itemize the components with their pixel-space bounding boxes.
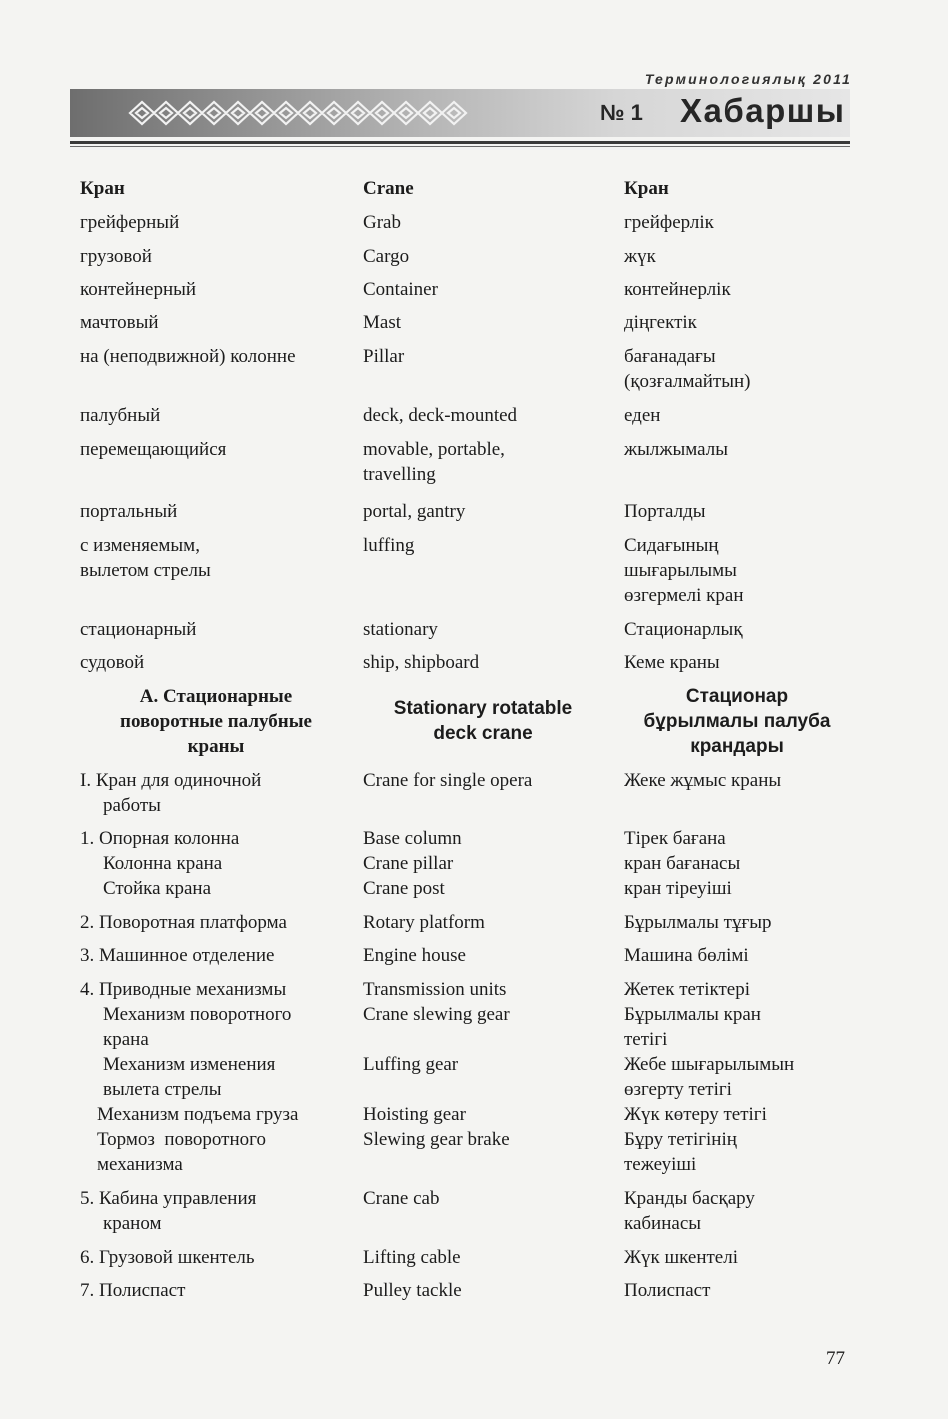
ru-term: Кран (80, 178, 125, 199)
ru-term: 1. Опорная колонна Колонна крана Стойка крана (80, 828, 240, 899)
en-term: Hoisting gear (363, 1104, 466, 1125)
kz-term: діңгектік (624, 312, 697, 333)
en-term: Pillar (363, 346, 405, 367)
ru-term: портальный (80, 501, 178, 522)
ru-section-heading: А. Стационарные поворотные палубные краны (120, 686, 312, 757)
issue-number: № 1 (600, 100, 643, 125)
ru-term: Механизм подъема груза (97, 1104, 299, 1125)
ru-term: Механизм изменения вылета стрелы (103, 1054, 276, 1100)
header-rule (70, 141, 850, 144)
ru-term: контейнерный (80, 279, 197, 300)
kz-section-heading: Стационар бұрылмалы палуба крандары (643, 686, 831, 757)
en-term: Slewing gear brake (363, 1129, 510, 1150)
kz-term: грейферлік (624, 212, 714, 233)
en-term: Rotary platform (363, 912, 485, 933)
kz-term: Тірек бағана кран бағанасы кран тіреуіші (624, 828, 741, 899)
kz-term: Порталды (624, 501, 706, 522)
kz-term: жүк (624, 246, 656, 267)
kz-term: Кран (624, 178, 669, 199)
ru-term: мачтовый (80, 312, 159, 333)
en-term: Base column Crane pillar Crane post (363, 828, 462, 899)
kz-term: Кеме краны (624, 652, 720, 673)
en-term: Transmission units (363, 979, 507, 1000)
kz-term: Сидағының шығарылымы өзгермелі кран (624, 535, 744, 606)
kz-term: Кранды басқару кабинасы (624, 1188, 755, 1234)
en-term: luffing (363, 535, 415, 556)
en-term: Crane for single opera (363, 770, 533, 791)
kz-term: Полиспаст (624, 1280, 711, 1301)
kz-term: Стационарлық (624, 619, 743, 640)
ru-term: грейферный (80, 212, 180, 233)
kz-term: Бұру тетігінің тежеуіші (624, 1129, 737, 1175)
ru-term: перемещающийся (80, 439, 227, 460)
ru-term: Тормоз поворотного механизма (97, 1129, 266, 1175)
journal-name: Терминологиялық 2011 (644, 71, 852, 87)
ornament-icon (128, 98, 468, 128)
en-term: ship, shipboard (363, 652, 480, 673)
kz-term: Жүк көтеру тетігі (624, 1104, 767, 1125)
ru-term: Механизм поворотного крана (103, 1004, 292, 1050)
kz-term: Жүк шкентелі (624, 1247, 738, 1268)
en-term: Crane cab (363, 1188, 440, 1209)
en-term: Mast (363, 312, 401, 333)
en-term: Engine house (363, 945, 466, 966)
ru-term: I. Кран для одиночной работы (80, 770, 262, 816)
kz-term: Жебе шығарылымын өзгерту тетігі (624, 1054, 795, 1100)
ru-term: судовой (80, 652, 145, 673)
kz-term: Машина бөлімі (624, 945, 749, 966)
en-term: Luffing gear (363, 1054, 459, 1075)
kz-term: Бұрылмалы тұғыр (624, 912, 772, 933)
ru-term: 4. Приводные механизмы (80, 979, 287, 1000)
en-section-heading: Stationary rotatable deck crane (393, 698, 573, 744)
ru-term: стационарный (80, 619, 197, 640)
kz-term: Жетек тетіктері (624, 979, 751, 1000)
ru-term: 2. Поворотная платформа (80, 912, 287, 933)
en-term: portal, gantry (363, 501, 466, 522)
en-term: Container (363, 279, 438, 300)
en-term: Grab (363, 212, 401, 233)
kz-term: Бұрылмалы кран тетігі (624, 1004, 761, 1050)
kz-term: бағанадағы (қозғалмайтын) (624, 346, 751, 392)
kz-term: еден (624, 405, 661, 426)
kz-term: контейнерлік (624, 279, 731, 300)
header-rule-thin (70, 146, 850, 147)
en-term: deck, deck-mounted (363, 405, 518, 426)
en-term: stationary (363, 619, 438, 640)
kz-term: Жеке жұмыс краны (624, 770, 782, 791)
ru-term: грузовой (80, 246, 152, 267)
en-term: Pulley tackle (363, 1280, 462, 1301)
en-term: movable, portable, travelling (363, 439, 505, 485)
magazine-title: Хабаршы (680, 92, 846, 129)
kz-term: жылжымалы (624, 439, 729, 460)
ru-term: 3. Машинное отделение (80, 945, 275, 966)
ru-term: на (неподвижной) колонне (80, 346, 296, 367)
ru-term: 5. Кабина управления краном (80, 1188, 257, 1234)
en-term: Crane slewing gear (363, 1004, 510, 1025)
en-term: Crane (363, 178, 414, 199)
ru-term: с изменяемым, вылетом стрелы (80, 535, 211, 581)
ru-term: палубный (80, 405, 161, 426)
ru-term: 6. Грузовой шкентель (80, 1247, 255, 1268)
page-number: 77 (826, 1348, 845, 1369)
en-term: Lifting cable (363, 1247, 461, 1268)
ru-term: 7. Полиспаст (80, 1280, 186, 1301)
en-term: Cargo (363, 246, 410, 267)
